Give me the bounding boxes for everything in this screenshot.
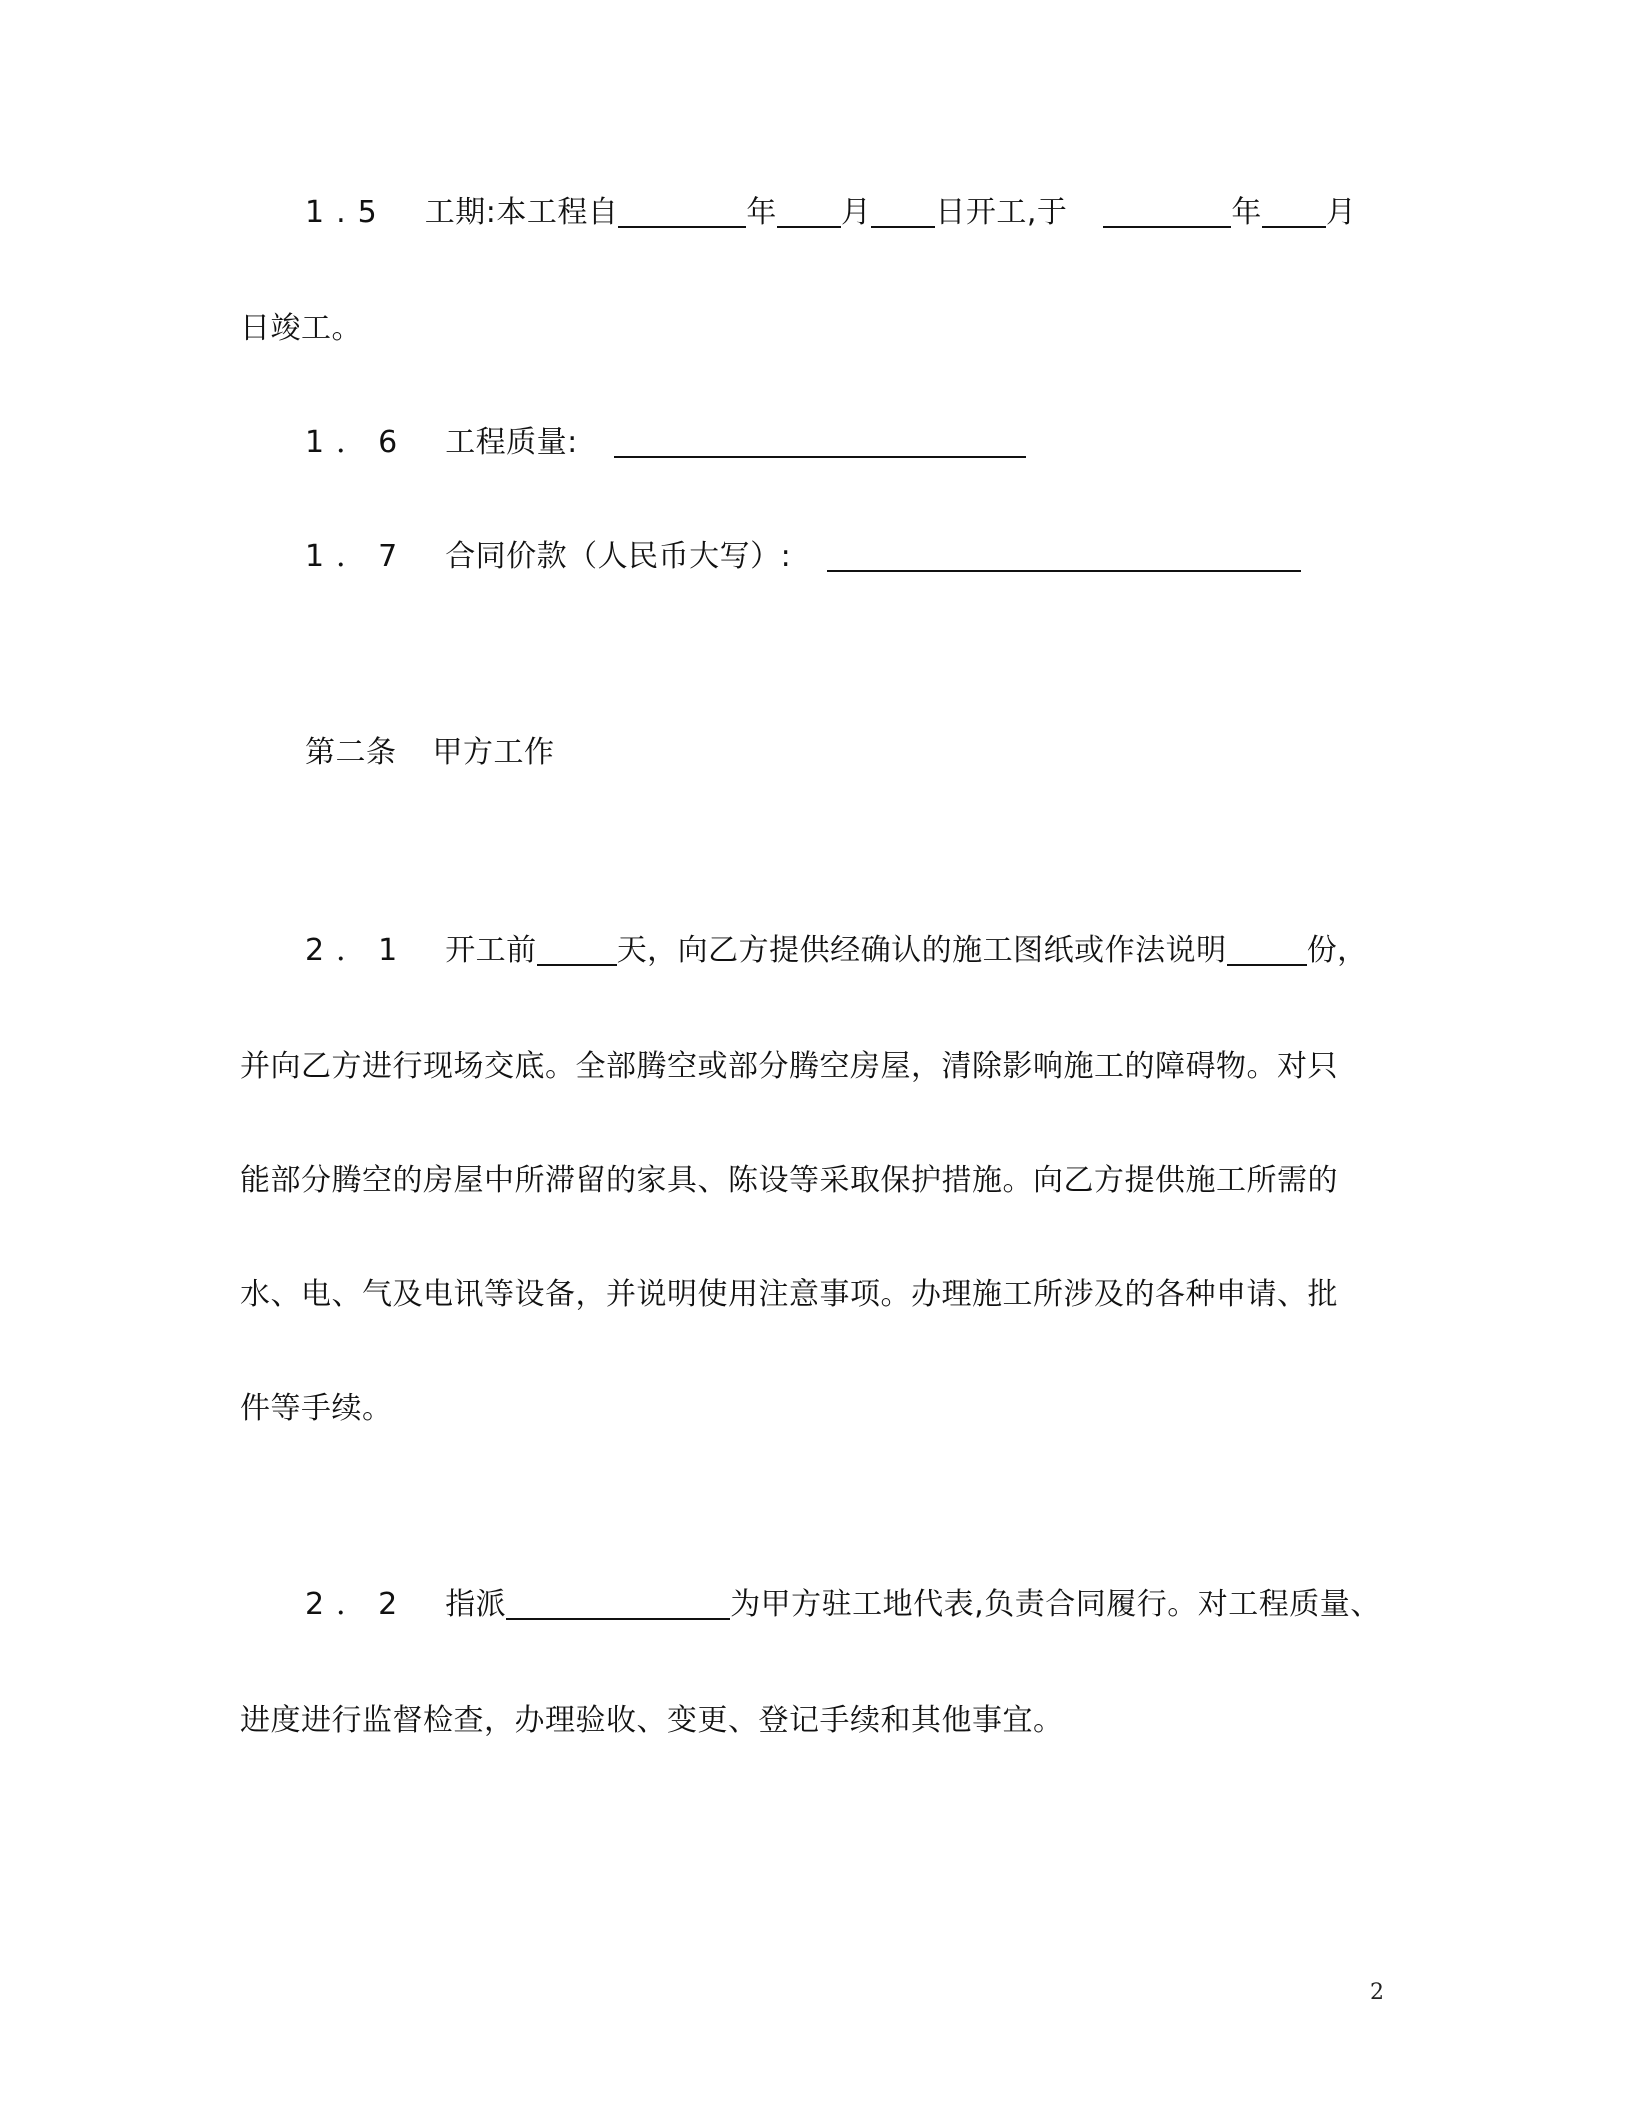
clause-1-7 xyxy=(305,532,1455,582)
clause-number: 1．7 xyxy=(305,539,410,574)
clause-2-1-line-3: 能部分腾空的房屋中所滞留的家具、陈设等采取保护措施。向乙方提供施工所需的 xyxy=(240,1163,1338,1198)
clause-text: 份， xyxy=(1306,933,1368,968)
fill-blank-quality[interactable] xyxy=(614,426,1026,458)
clause-text: 指派 xyxy=(445,1587,507,1622)
clause-number: 2．1 xyxy=(305,933,410,968)
clause-number: 1.5 xyxy=(305,195,389,230)
fill-blank-start-year[interactable] xyxy=(618,196,746,228)
clause-2-1-line-4: 水、电、气及电讯等设备，并说明使用注意事项。办理施工所涉及的各种申请、批 xyxy=(240,1277,1338,1312)
clause-1-6 xyxy=(305,418,1455,468)
fill-blank-start-day[interactable] xyxy=(871,196,935,228)
clause-label: 合同价款（人民币大写）: xyxy=(445,539,792,574)
clause-number: 1．6 xyxy=(305,425,410,460)
clause-label: 工程质量: xyxy=(445,425,578,460)
fill-blank-end-year[interactable] xyxy=(1103,196,1231,228)
fill-blank-copies[interactable] xyxy=(1227,934,1307,966)
clause-text: 开工前 xyxy=(445,933,537,968)
article-title: 甲方工作 xyxy=(432,735,555,770)
fill-blank-representative[interactable] xyxy=(506,1588,730,1620)
clause-number: 2．2 xyxy=(305,1587,410,1622)
clause-2-1-line-1 xyxy=(305,926,1455,976)
year-label: 年 xyxy=(1231,195,1262,230)
clause-2-2-line-1 xyxy=(305,1580,1455,1630)
clause-text: 天，向乙方提供经确认的施工图纸或作法说明 xyxy=(616,933,1227,968)
clause-1-5-line-1 xyxy=(305,188,1455,238)
clause-2-1-line-2: 并向乙方进行现场交底。全部腾空或部分腾空房屋，清除影响施工的障碍物。对只 xyxy=(240,1049,1338,1084)
fill-blank-end-month[interactable] xyxy=(1262,196,1326,228)
year-label: 年 xyxy=(746,195,777,230)
article-2-heading xyxy=(305,728,1455,778)
fill-blank-start-month[interactable] xyxy=(777,196,841,228)
clause-2-1-line-5: 件等手续。 xyxy=(240,1391,393,1426)
clause-text: 工期:本工程自 xyxy=(424,195,619,230)
clause-text: 为甲方驻工地代表,负责合同履行。对工程质量、 xyxy=(730,1587,1381,1622)
clause-2-2-line-2: 进度进行监督检查，办理验收、变更、登记手续和其他事宜。 xyxy=(240,1703,1064,1738)
day-label: 日开工,于 xyxy=(935,195,1068,230)
month-label: 月 xyxy=(840,195,872,230)
fill-blank-days[interactable] xyxy=(537,934,617,966)
clause-1-5-line-2: 日竣工。 xyxy=(240,311,362,346)
page-number: 2 xyxy=(1370,1980,1384,2005)
article-number: 第二条 xyxy=(305,735,397,770)
month-label: 月 xyxy=(1325,195,1357,230)
fill-blank-contract-price[interactable] xyxy=(827,540,1301,572)
